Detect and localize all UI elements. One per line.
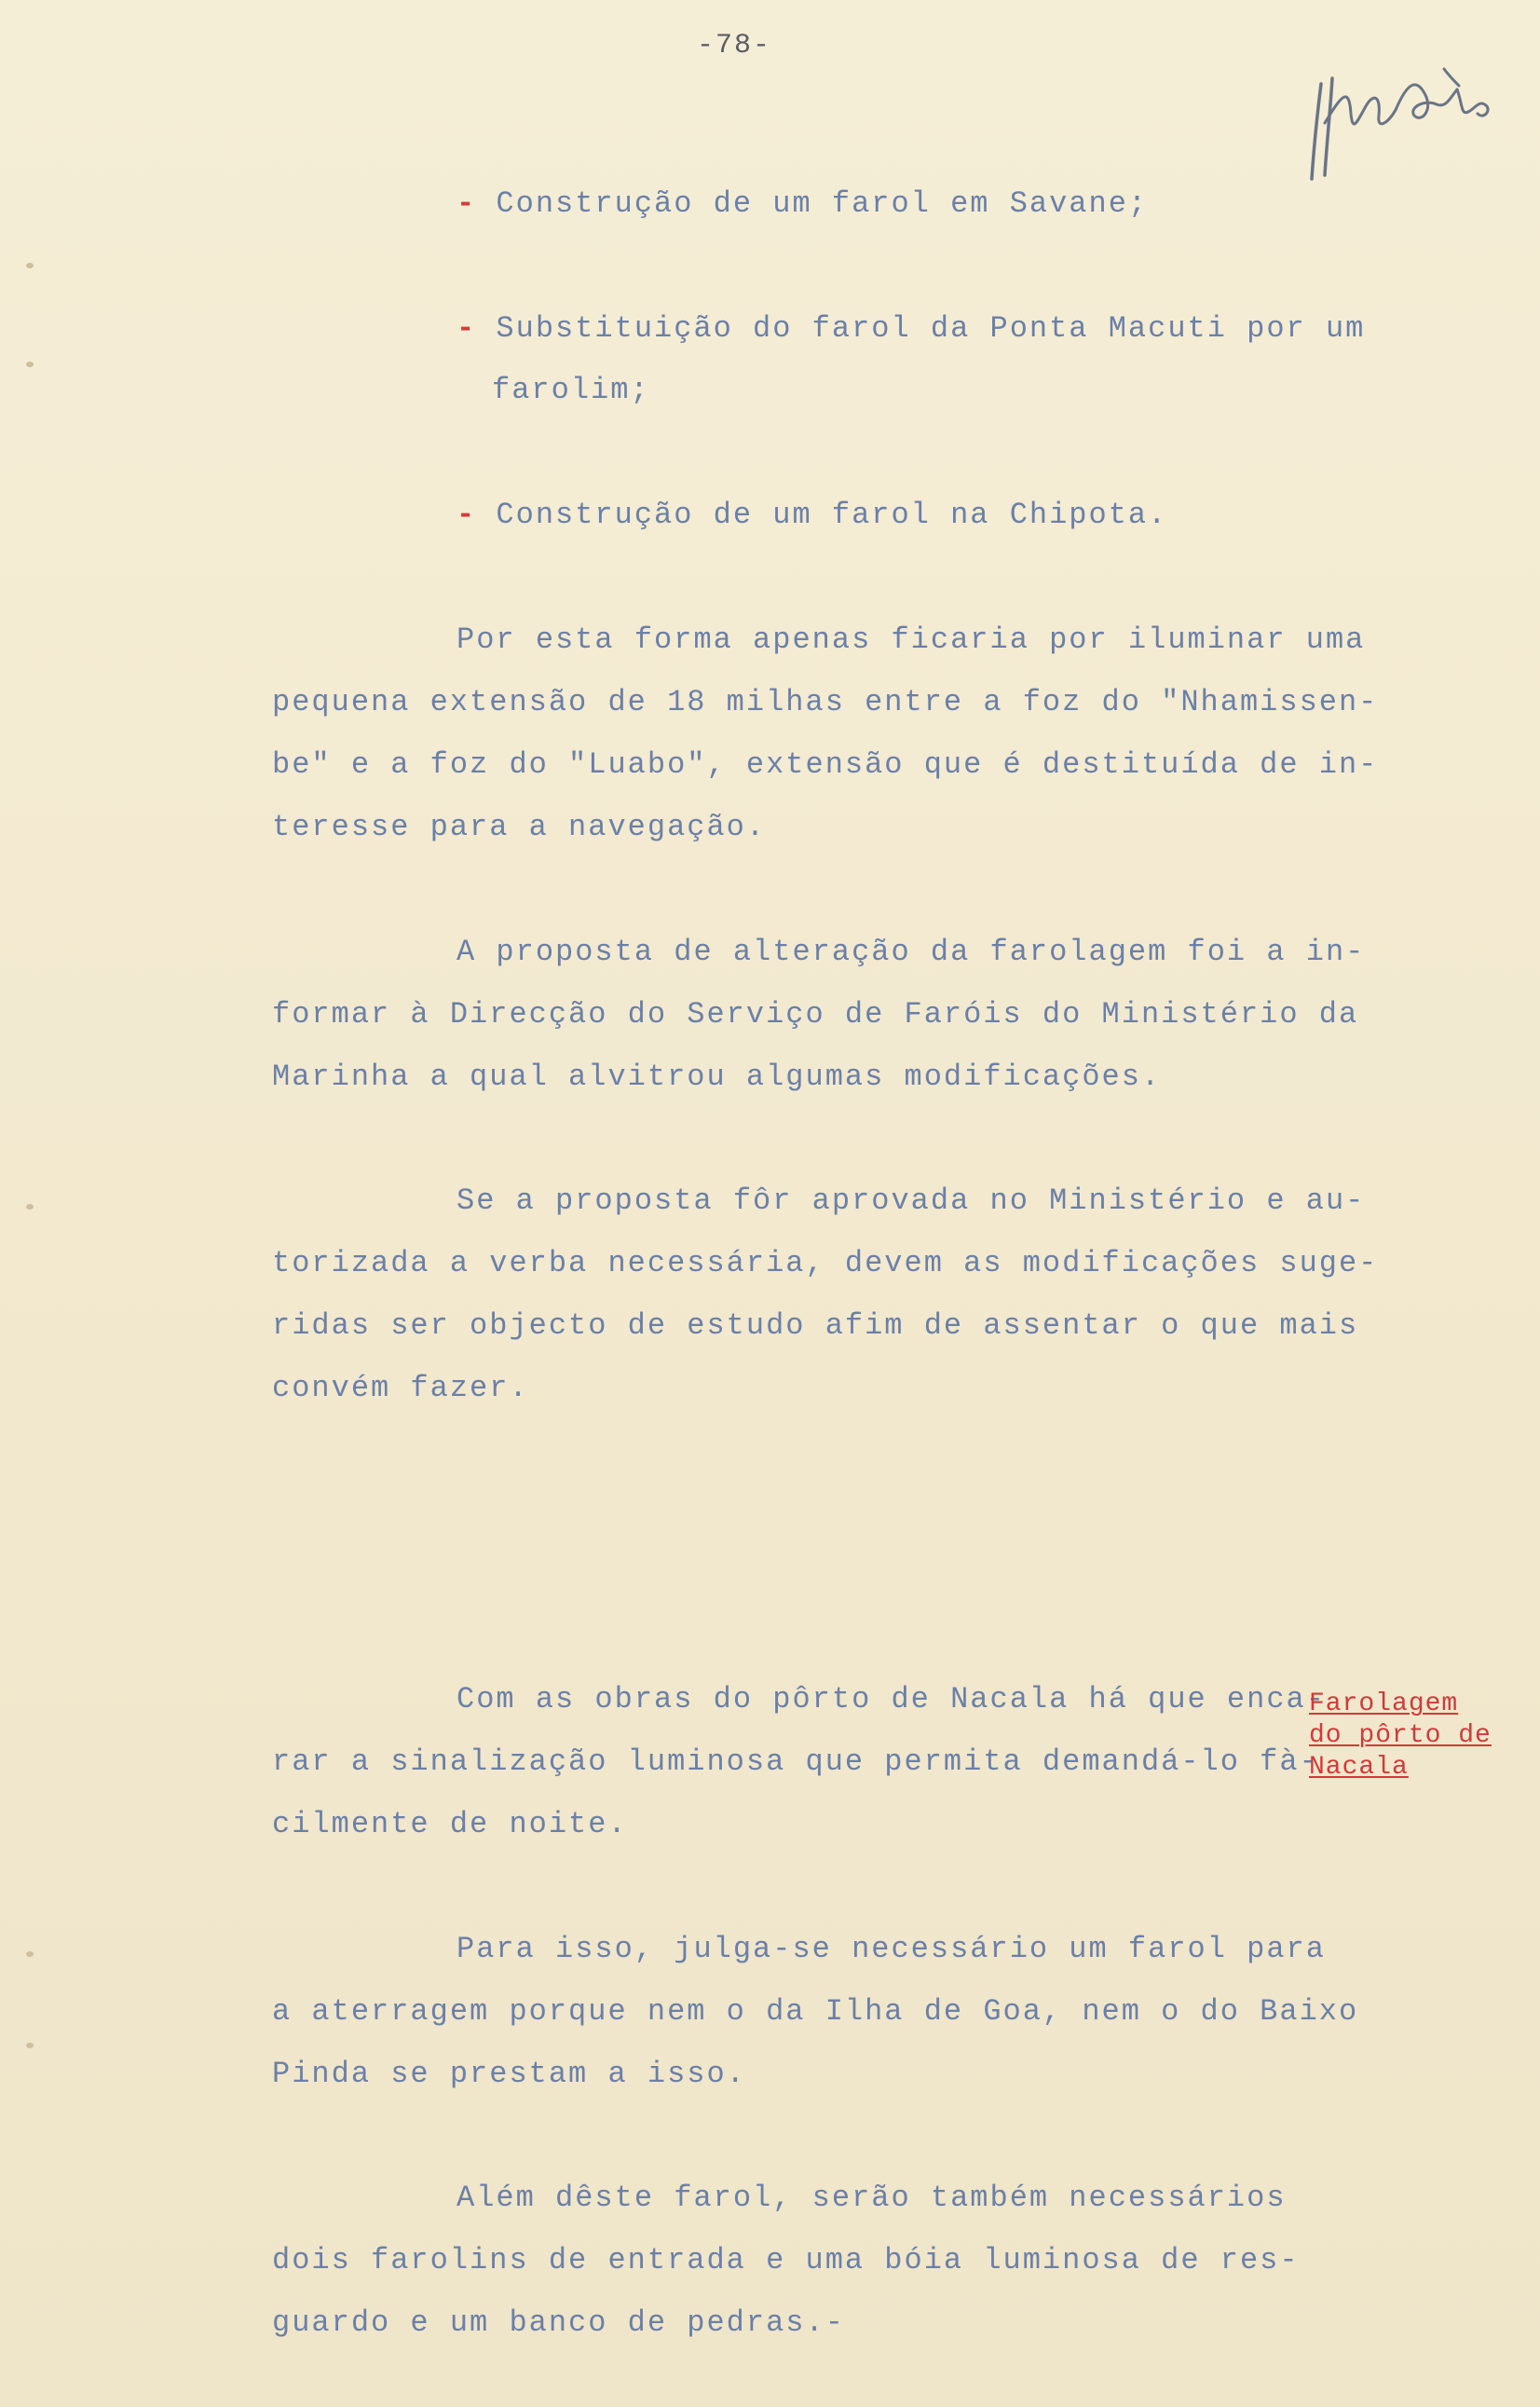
paragraph-line: A proposta de alteração da farolagem foi a in- xyxy=(457,935,1366,969)
list-item-continuation: farolim; xyxy=(492,373,650,407)
paragraph-line: guardo e um banco de pedras.- xyxy=(272,2305,845,2340)
paragraph-line: teresse para a navegação. xyxy=(272,810,767,844)
paragraph-line: convém fazer. xyxy=(272,1371,529,1405)
paragraph-line: formar à Direcção do Serviço de Faróis do Ministério da xyxy=(272,997,1359,1032)
margin-note xyxy=(1309,1689,1492,1784)
list-item: - Construção de um farol na Chipota. xyxy=(457,498,1168,532)
list-item: - Construção de um farol em Savane; xyxy=(457,186,1149,221)
paragraph-line: Além dêste farol, serão também necessários xyxy=(457,2181,1287,2215)
red-dash-marker: - xyxy=(457,186,497,221)
margin-note-line: Farolagem xyxy=(1309,1689,1459,1718)
paragraph-line: Marinha a qual alvitrou algumas modificações. xyxy=(272,1060,1162,1094)
paragraph-line: ridas ser objecto de estudo afim de assentar o que mais xyxy=(272,1308,1359,1343)
paragraph-line: a aterragem porque nem o da Ilha de Goa, nem o do Baixo xyxy=(272,1994,1359,2029)
paragraph-line: Para isso, julga-se necessário um farol para xyxy=(457,1932,1326,1966)
paragraph-line: Se a proposta fôr aprovada no Ministério e au- xyxy=(457,1183,1366,1218)
paragraph-line: be" e a foz do "Luabo", extensão que é destituída de in- xyxy=(272,747,1379,782)
paragraph-line: pequena extensão de 18 milhas entre a foz do "Nhamissen- xyxy=(272,685,1379,719)
list-item: - Substituição do farol da Ponta Macuti por um xyxy=(457,311,1366,346)
page-number: -78- xyxy=(697,30,772,62)
paragraph-line: rar a sinalização luminosa que permita demandá-lo fà- xyxy=(272,1744,1319,1779)
handwritten-signature xyxy=(1304,58,1500,188)
paragraph-line: cilmente de noite. xyxy=(272,1807,628,1841)
binding-hole xyxy=(26,263,34,268)
binding-hole xyxy=(26,362,34,367)
paragraph-line: Por esta forma apenas ficaria por iluminar uma xyxy=(457,622,1366,657)
red-dash-marker: - xyxy=(457,498,497,532)
red-dash-marker: - xyxy=(457,311,497,346)
margin-note-line: do pôrto de xyxy=(1309,1721,1492,1750)
margin-note-line: Nacala xyxy=(1309,1753,1409,1782)
paragraph-line: torizada a verba necessária, devem as modificações suge- xyxy=(272,1246,1379,1280)
paragraph-line: Com as obras do pôrto de Nacala há que enca- xyxy=(457,1682,1326,1716)
paragraph-line: dois farolins de entrada e uma bóia luminosa de res- xyxy=(272,2243,1300,2277)
binding-hole xyxy=(26,1951,34,1957)
binding-hole xyxy=(26,1204,34,1210)
binding-hole xyxy=(26,2043,34,2048)
paragraph-line: Pinda se prestam a isso. xyxy=(272,2057,746,2091)
